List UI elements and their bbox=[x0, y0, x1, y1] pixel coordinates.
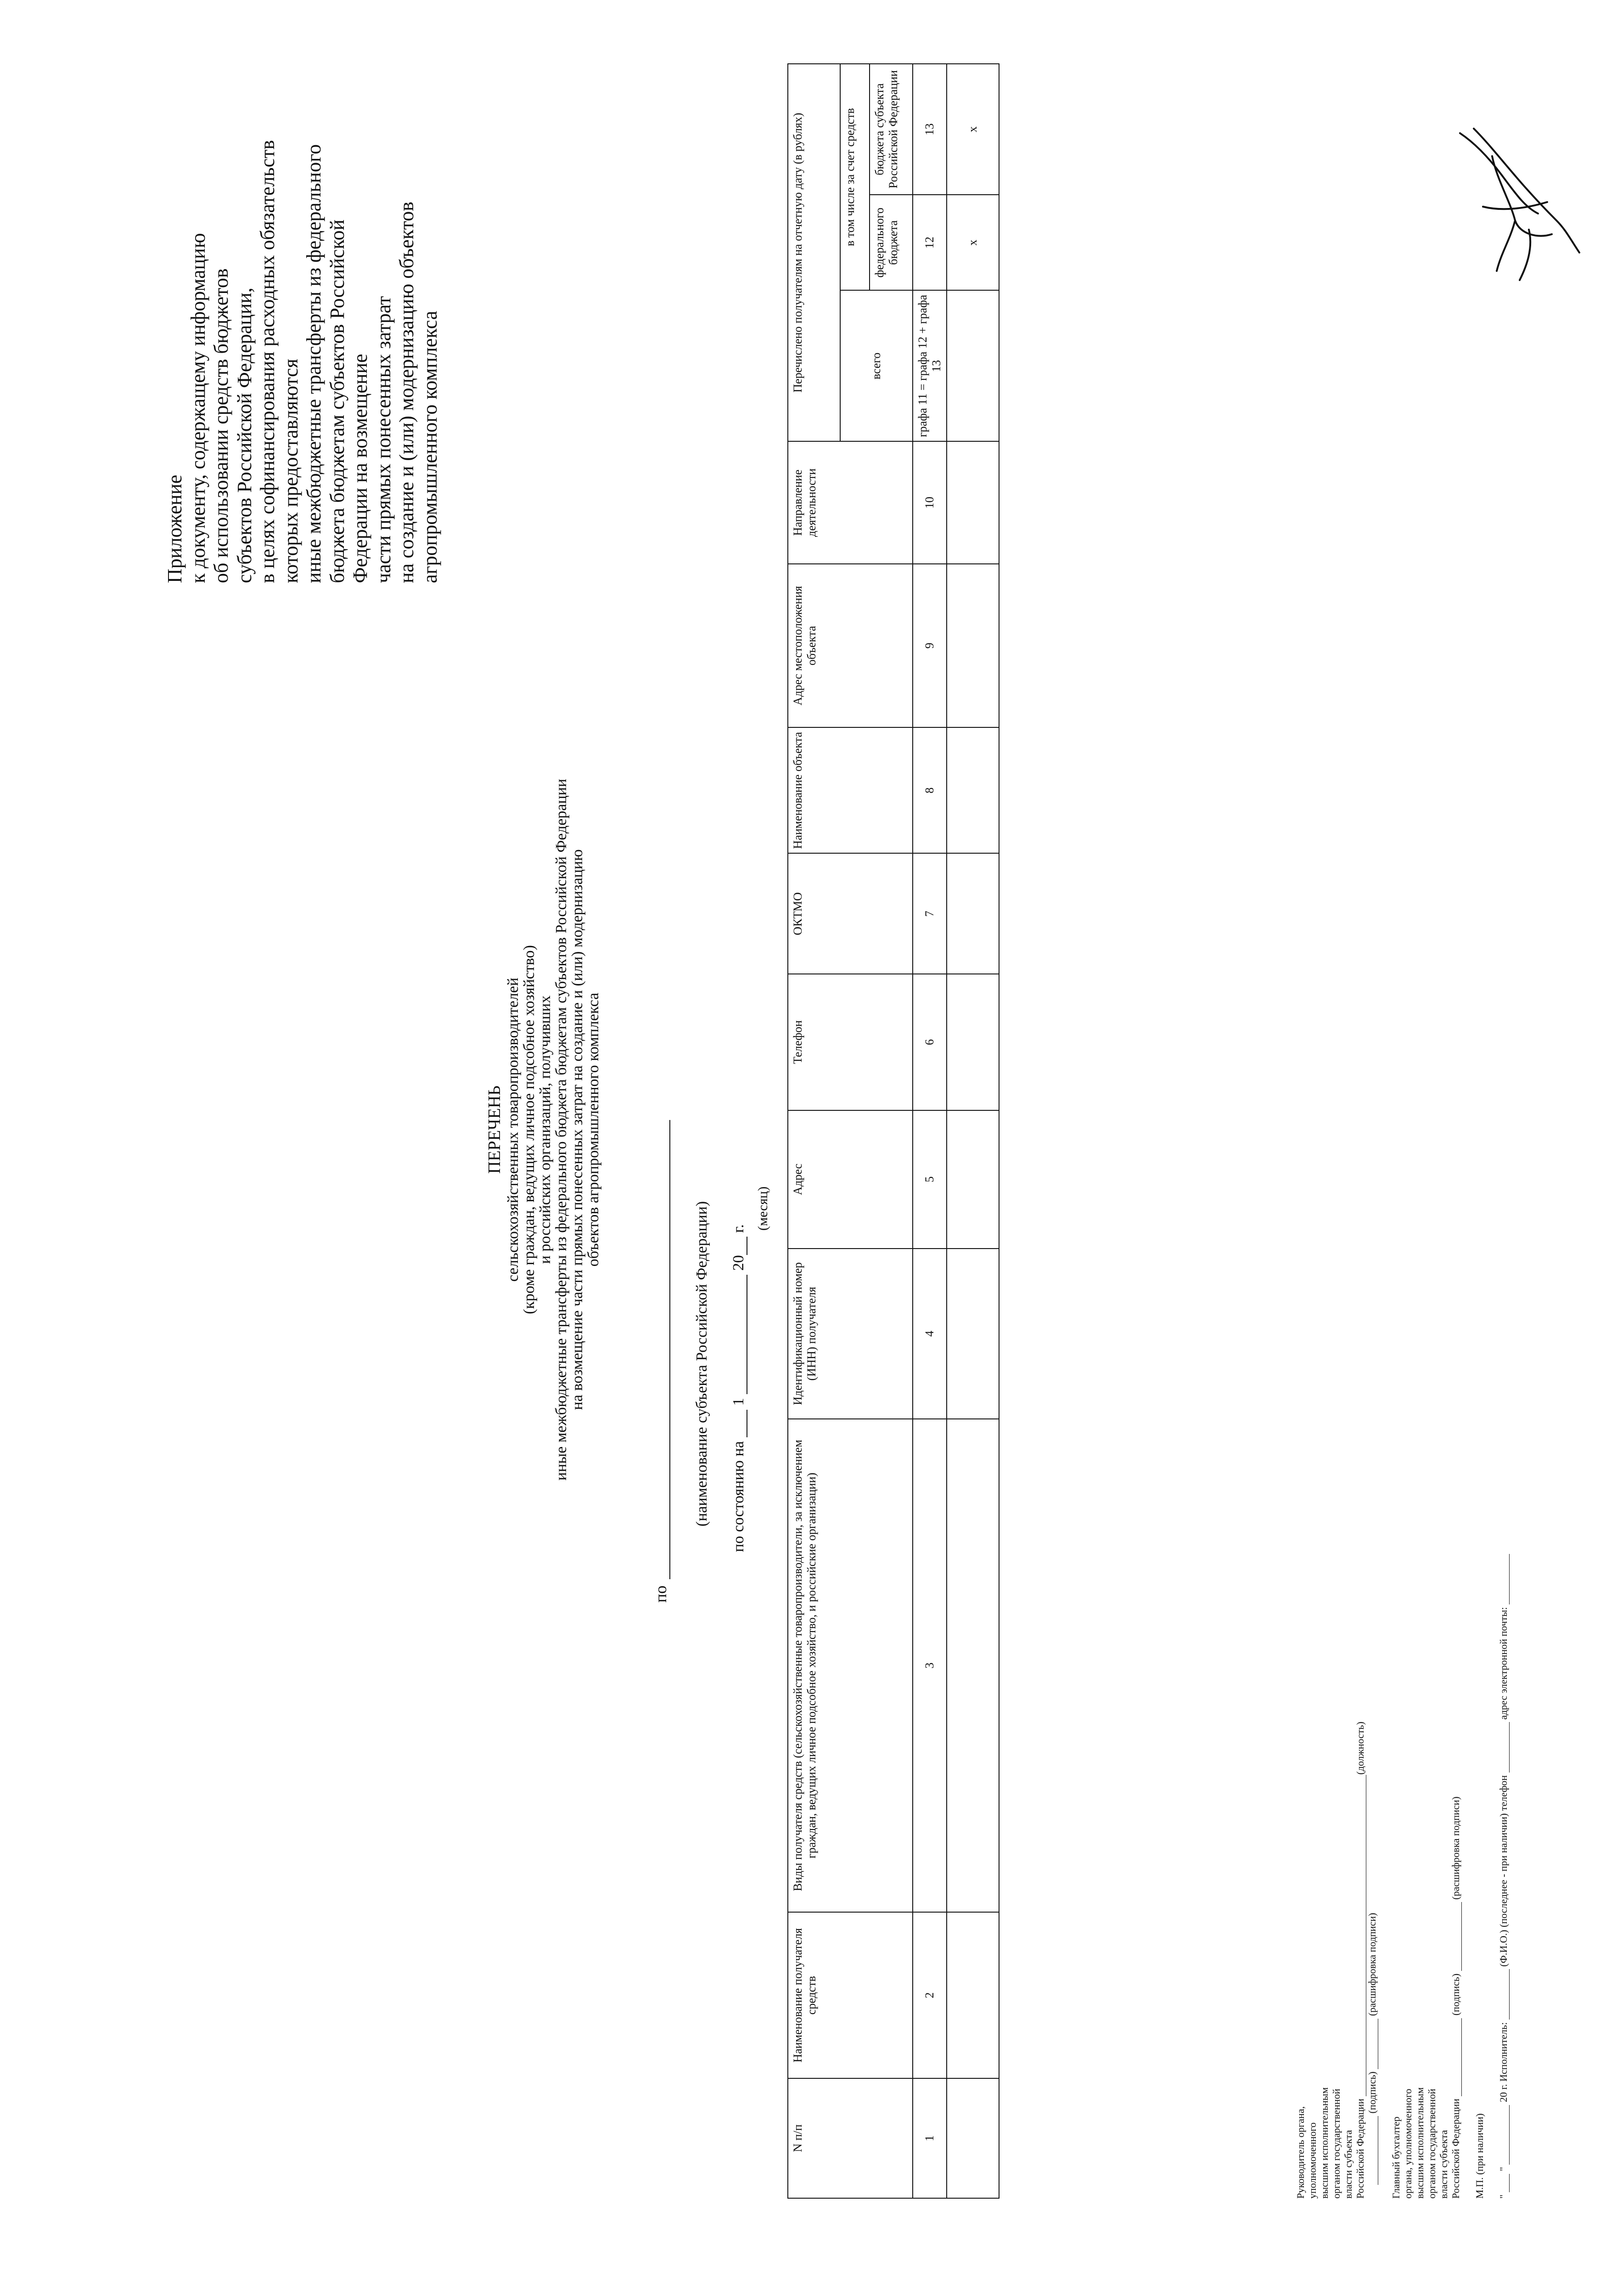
appendix-line: бюджета бюджетам субъектов Российской bbox=[326, 219, 348, 583]
table-cell[interactable] bbox=[947, 564, 999, 727]
title-line: и российских организаций, получивших bbox=[537, 995, 554, 1264]
col-header: Адрес местоположения объекта bbox=[788, 564, 913, 727]
table-cell: x bbox=[947, 195, 999, 290]
title-line: объектов агропромышленного комплекса bbox=[585, 992, 602, 1267]
column-number: 8 bbox=[913, 727, 947, 853]
head-position-blank[interactable] bbox=[1357, 1775, 1366, 2096]
position-caption: (должность) bbox=[1354, 1722, 1366, 1775]
head-title-line: власти субъекта bbox=[1342, 2130, 1354, 2199]
column-number: 7 bbox=[913, 853, 947, 974]
column-number: 9 bbox=[913, 564, 947, 727]
stamp-note: М.П. (при наличии) bbox=[1474, 2113, 1485, 2199]
date-day: 1 bbox=[730, 1398, 747, 1406]
title-line: иные межбюджетные трансферты из федерального бюджета бюджетам субъектов Российской Федерации bbox=[553, 778, 570, 1481]
column-number: 10 bbox=[913, 441, 947, 563]
head-title-line: Руководитель органа, bbox=[1295, 2106, 1306, 2199]
table-cell[interactable] bbox=[947, 2078, 999, 2198]
appendix-line: Приложение bbox=[163, 474, 186, 583]
col-header: N п/п bbox=[788, 2078, 913, 2198]
title-line: (кроме граждан, ведущих личное подсобное хозяйство) bbox=[521, 945, 538, 1314]
signature-stroke bbox=[1497, 220, 1515, 271]
column-number: графа 11 = графа 12 + графа 13 bbox=[913, 291, 947, 442]
executor-label: Исполнитель: bbox=[1498, 2022, 1509, 2082]
date-year: 20 bbox=[730, 1255, 747, 1271]
appendix-line: об использовании средств бюджетов bbox=[210, 268, 232, 583]
appendix-line: части прямых понесенных затрат bbox=[372, 296, 395, 583]
col-header: Наименование объекта bbox=[788, 727, 913, 853]
signature-block bbox=[1295, 959, 1510, 2199]
appendix-line: агропромышленного комплекса bbox=[418, 310, 441, 583]
appendix-line: к документу, содержащему информацию bbox=[186, 233, 209, 583]
col-header: Направление деятельности bbox=[788, 441, 913, 563]
footer-day-blank[interactable] bbox=[1500, 2174, 1510, 2192]
col-header: федерального бюджета bbox=[870, 195, 913, 290]
col-group-header: Перечислено получателям на отчетную дату (в рублях) bbox=[788, 64, 840, 441]
accountant-title-line: органом государственной bbox=[1426, 2088, 1437, 2199]
executor-blank[interactable] bbox=[1500, 1969, 1510, 2020]
title-heading: ПЕРЕЧЕНЬ bbox=[485, 1085, 504, 1174]
col-header: Адрес bbox=[788, 1110, 913, 1249]
date-prefix: по состоянию на bbox=[730, 1441, 747, 1552]
table-cell[interactable] bbox=[947, 441, 999, 563]
month-blank[interactable] bbox=[734, 1275, 747, 1394]
accountant-title-line: Главный бухгалтер bbox=[1390, 2116, 1402, 2199]
appendix-line: субъектов Российской Федерации, bbox=[233, 287, 256, 583]
accountant-title-line: Российской Федерации bbox=[1450, 2099, 1461, 2199]
head-title-line: уполномоченного bbox=[1307, 2122, 1318, 2199]
footer-month-blank[interactable] bbox=[1500, 2105, 1510, 2165]
title-line: сельскохозяйственных товаропроизводителей bbox=[505, 977, 522, 1282]
date-quote: " bbox=[1498, 2195, 1509, 2199]
column-number: 4 bbox=[913, 1249, 947, 1419]
table-cell: x bbox=[947, 64, 999, 195]
col-header: ОКТМО bbox=[788, 853, 913, 974]
accountant-title-line: высшим исполнительным bbox=[1414, 2087, 1426, 2199]
signature-stroke bbox=[1474, 129, 1579, 253]
document-title bbox=[487, 579, 601, 1681]
executor-row bbox=[1498, 959, 1510, 2199]
appendix-note bbox=[163, 140, 442, 583]
head-decode-blank[interactable] bbox=[1369, 2019, 1378, 2069]
fio-caption: (Ф.И.О.) (последнее - при наличии) bbox=[1498, 1813, 1509, 1967]
column-number-row bbox=[913, 64, 947, 2198]
date-blank[interactable] bbox=[734, 1410, 747, 1437]
table-cell[interactable] bbox=[947, 291, 999, 442]
column-number: 3 bbox=[913, 1419, 947, 1913]
email-label: адрес электронной почты: bbox=[1498, 1607, 1509, 1720]
appendix-line: Федерации на возмещение bbox=[349, 354, 371, 583]
col-header: всего bbox=[840, 291, 913, 442]
column-number: 2 bbox=[913, 1912, 947, 2078]
signature-stroke bbox=[1520, 230, 1530, 280]
column-number: 5 bbox=[913, 1110, 947, 1249]
signature-stroke bbox=[1492, 156, 1552, 236]
table-cell[interactable] bbox=[947, 1419, 999, 1913]
subject-caption: (наименование субъекта Российской Федерации) bbox=[693, 1201, 710, 1527]
date-year-suffix: г. bbox=[730, 1224, 747, 1233]
head-title-line: Российской Федерации bbox=[1354, 2099, 1366, 2199]
col-header: Телефон bbox=[788, 974, 913, 1110]
footer-year-g: г. bbox=[1498, 2084, 1509, 2090]
table-cell[interactable] bbox=[947, 1912, 999, 2078]
col-header: Виды получателя средств (сельскохозяйственные товаропроизводители, за исключением граждан, ведущих личное подсобное хозяйство, и российские организации) bbox=[788, 1419, 913, 1913]
phone-label: телефон bbox=[1498, 1775, 1509, 1811]
handwritten-signature-icon bbox=[1446, 115, 1593, 294]
footer-year: 20 bbox=[1498, 2092, 1509, 2103]
accountant-signature-row bbox=[1450, 959, 1462, 2199]
phone-blank[interactable] bbox=[1500, 1722, 1510, 1773]
table-cell[interactable] bbox=[947, 727, 999, 853]
accountant-title-line: органа, уполномоченного bbox=[1402, 2088, 1414, 2199]
appendix-line: которых предоставляются bbox=[279, 359, 302, 583]
accountant-signature-blank[interactable] bbox=[1452, 2018, 1462, 2096]
col-header: бюджета субъекта Российской Федерации bbox=[870, 64, 913, 195]
appendix-line: на создание и (или) модернизацию объектов bbox=[395, 202, 418, 583]
column-number: 6 bbox=[913, 974, 947, 1110]
head-signature-blank[interactable] bbox=[1369, 2116, 1378, 2185]
col-header: Наименование получателя средств bbox=[788, 1912, 913, 2078]
col-header: Идентификационный номер (ИНН) получателя bbox=[788, 1249, 913, 1419]
head-caption-row bbox=[1366, 959, 1378, 2199]
year-blank[interactable] bbox=[734, 1237, 747, 1255]
month-caption: (месяц) bbox=[755, 1186, 770, 1231]
signature-stroke bbox=[1483, 202, 1547, 209]
decode-caption: (расшифровка подписи) bbox=[1450, 1796, 1461, 1900]
table-cell[interactable] bbox=[947, 974, 999, 1110]
column-number: 13 bbox=[913, 64, 947, 195]
po-label: по bbox=[651, 1585, 670, 1603]
head-title-line: высшим исполнительным bbox=[1319, 2087, 1330, 2199]
column-number: 1 bbox=[913, 2078, 947, 2198]
email-blank[interactable] bbox=[1500, 1554, 1510, 1604]
header-row bbox=[788, 64, 840, 2198]
title-line: на возмещение части прямых понесенных затрат на создание и (или) модернизацию bbox=[569, 849, 586, 1410]
recipients-table bbox=[787, 63, 999, 2199]
subject-blank[interactable] bbox=[654, 1120, 670, 1579]
table-cell[interactable] bbox=[947, 1110, 999, 1249]
signature-caption: (подпись) bbox=[1450, 1973, 1461, 2016]
col-group-header: в том числе за счет средств bbox=[840, 64, 870, 291]
subject-line bbox=[651, 1120, 670, 1603]
appendix-line: иные межбюджетные трансферты из федерального bbox=[303, 144, 325, 583]
date-quote: " bbox=[1498, 2167, 1509, 2172]
table-row bbox=[947, 64, 999, 2198]
signature-stroke bbox=[1460, 133, 1538, 214]
decode-caption: (расшифровка подписи) bbox=[1366, 1913, 1378, 2016]
signature-caption: (подпись) bbox=[1366, 2071, 1378, 2114]
table-cell[interactable] bbox=[947, 853, 999, 974]
table-cell[interactable] bbox=[947, 1249, 999, 1419]
accountant-decode-blank[interactable] bbox=[1452, 1902, 1462, 1971]
accountant-title-line: власти субъекта bbox=[1438, 2130, 1449, 2199]
head-signature-row bbox=[1354, 959, 1366, 2199]
head-title-line: органом государственной bbox=[1331, 2088, 1342, 2199]
column-number: 12 bbox=[913, 195, 947, 290]
date-line bbox=[730, 1224, 747, 1552]
appendix-line: в целях софинансирования расходных обязательств bbox=[256, 140, 279, 583]
